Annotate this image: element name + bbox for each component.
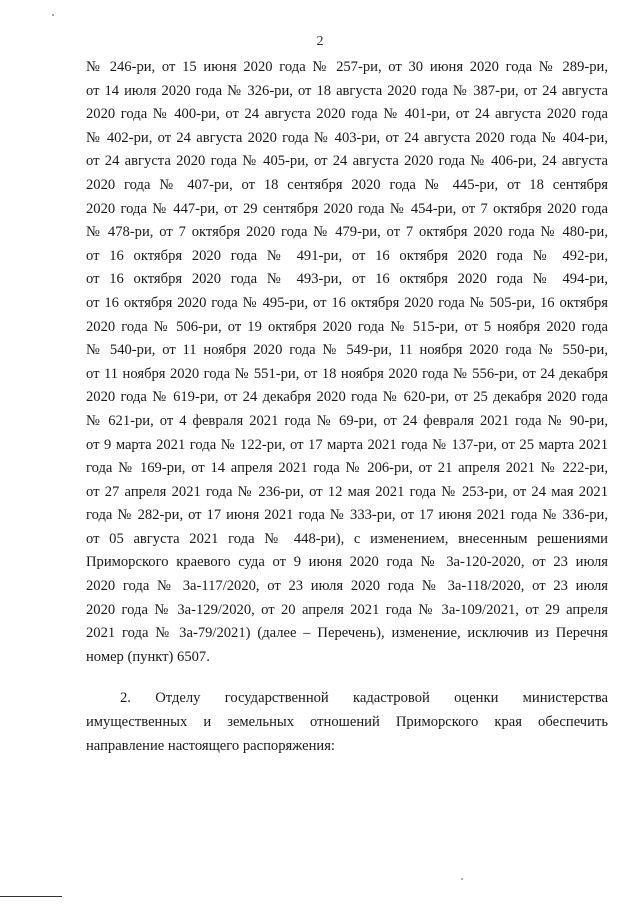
text-line: № 621-ри, от 4 февраля 2021 года № 69-ри, от 24 февраля 2021 года № 90-ри, <box>86 412 608 429</box>
text-line: № 402-ри, от 24 августа 2020 года № 403-ри, от 24 августа 2020 года № 404-ри, <box>86 129 608 146</box>
text-line: от 16 октября 2020 года № 493-ри, от 16 октября 2020 года № 494-ри, <box>86 271 608 288</box>
paragraph-1 <box>86 56 608 669</box>
document-body <box>86 56 608 758</box>
text-line: 2020 года № 619-ри, от 24 декабря 2020 года № 620-ри, от 25 декабря 2020 года <box>86 389 608 406</box>
text-line: от 24 августа 2020 года № 405-ри, от 24 августа 2020 года № 406-ри, 24 августа <box>86 153 608 170</box>
paragraph-2 <box>86 687 608 758</box>
text-line: № 478-ри, от 7 октября 2020 года № 479-ри, от 7 октября 2020 года № 480-ри, <box>86 224 608 241</box>
text-line: 2020 года № 3а-117/2020, от 23 июля 2020 года № 3а-118/2020, от 23 июля <box>86 578 608 595</box>
text-line: имущественных и земельных отношений Приморского края обеспечить <box>86 714 608 731</box>
page-number: 2 <box>316 34 324 49</box>
text-line: 2020 года № 407-ри, от 18 сентября 2020 года № 445-ри, от 18 сентября <box>86 176 608 193</box>
text-line: от 27 апреля 2021 года № 236-ри, от 12 мая 2021 года № 253-ри, от 24 мая 2021 <box>86 483 608 500</box>
text-line: от 16 октября 2020 года № 495-ри, от 16 октября 2020 года № 505-ри, 16 октября <box>86 294 608 311</box>
footnote-rule <box>0 896 62 897</box>
text-line: от 9 марта 2021 года № 122-ри, от 17 марта 2021 года № 137-ри, от 25 марта 2021 <box>86 436 608 453</box>
text-line: от 05 августа 2021 года № 448-ри), с изменением, внесенным решениями <box>86 530 608 547</box>
text-line: направление настоящего распоряжения: <box>86 737 335 754</box>
text-line: 2020 года № 447-ри, от 29 сентября 2020 года № 454-ри, от 7 октября 2020 года <box>86 200 608 217</box>
text-line: от 14 июля 2020 года № 326-ри, от 18 августа 2020 года № 387-ри, от 24 августа <box>86 82 608 99</box>
text-line: 2020 года № 3а-129/2020, от 20 апреля 2021 года № 3а-109/2021, от 29 апреля <box>86 601 608 618</box>
text-line: 2020 года № 506-ри, от 19 октября 2020 года № 515-ри, от 5 ноября 2020 года <box>86 318 608 335</box>
text-line: от 16 октября 2020 года № 491-ри, от 16 октября 2020 года № 492-ри, <box>86 247 608 264</box>
text-line: 2. Отделу государственной кадастровой оценки министерства <box>120 690 608 707</box>
text-line: 2020 года № 400-ри, от 24 августа 2020 года № 401-ри, от 24 августа 2020 года <box>86 106 608 123</box>
text-line: от 11 ноября 2020 года № 551-ри, от 18 ноября 2020 года № 556-ри, от 24 декабря <box>86 365 608 382</box>
scan-speck <box>52 14 54 16</box>
text-line: года № 282-ри, от 17 июня 2021 года № 333-ри, от 17 июня 2021 года № 336-ри, <box>86 507 608 524</box>
text-line: № 246-ри, от 15 июня 2020 года № 257-ри, от 30 июня 2020 года № 289-ри, <box>86 59 608 75</box>
text-line: 2021 года № 3а-79/2021) (далее – Перечень), изменение, исключив из Перечня <box>86 625 608 642</box>
text-line: номер (пункт) 6507. <box>86 648 210 665</box>
text-line: года № 169-ри, от 14 апреля 2021 года № 206-ри, от 21 апреля 2021 № 222-ри, <box>86 460 608 477</box>
text-line: Приморского краевого суда от 9 июня 2020 года № 3а-120-2020, от 23 июля <box>86 554 608 571</box>
text-line: № 540-ри, от 11 ноября 2020 года № 549-ри, 11 ноября 2020 года № 550-ри, <box>86 342 608 359</box>
scan-speck <box>461 878 463 880</box>
